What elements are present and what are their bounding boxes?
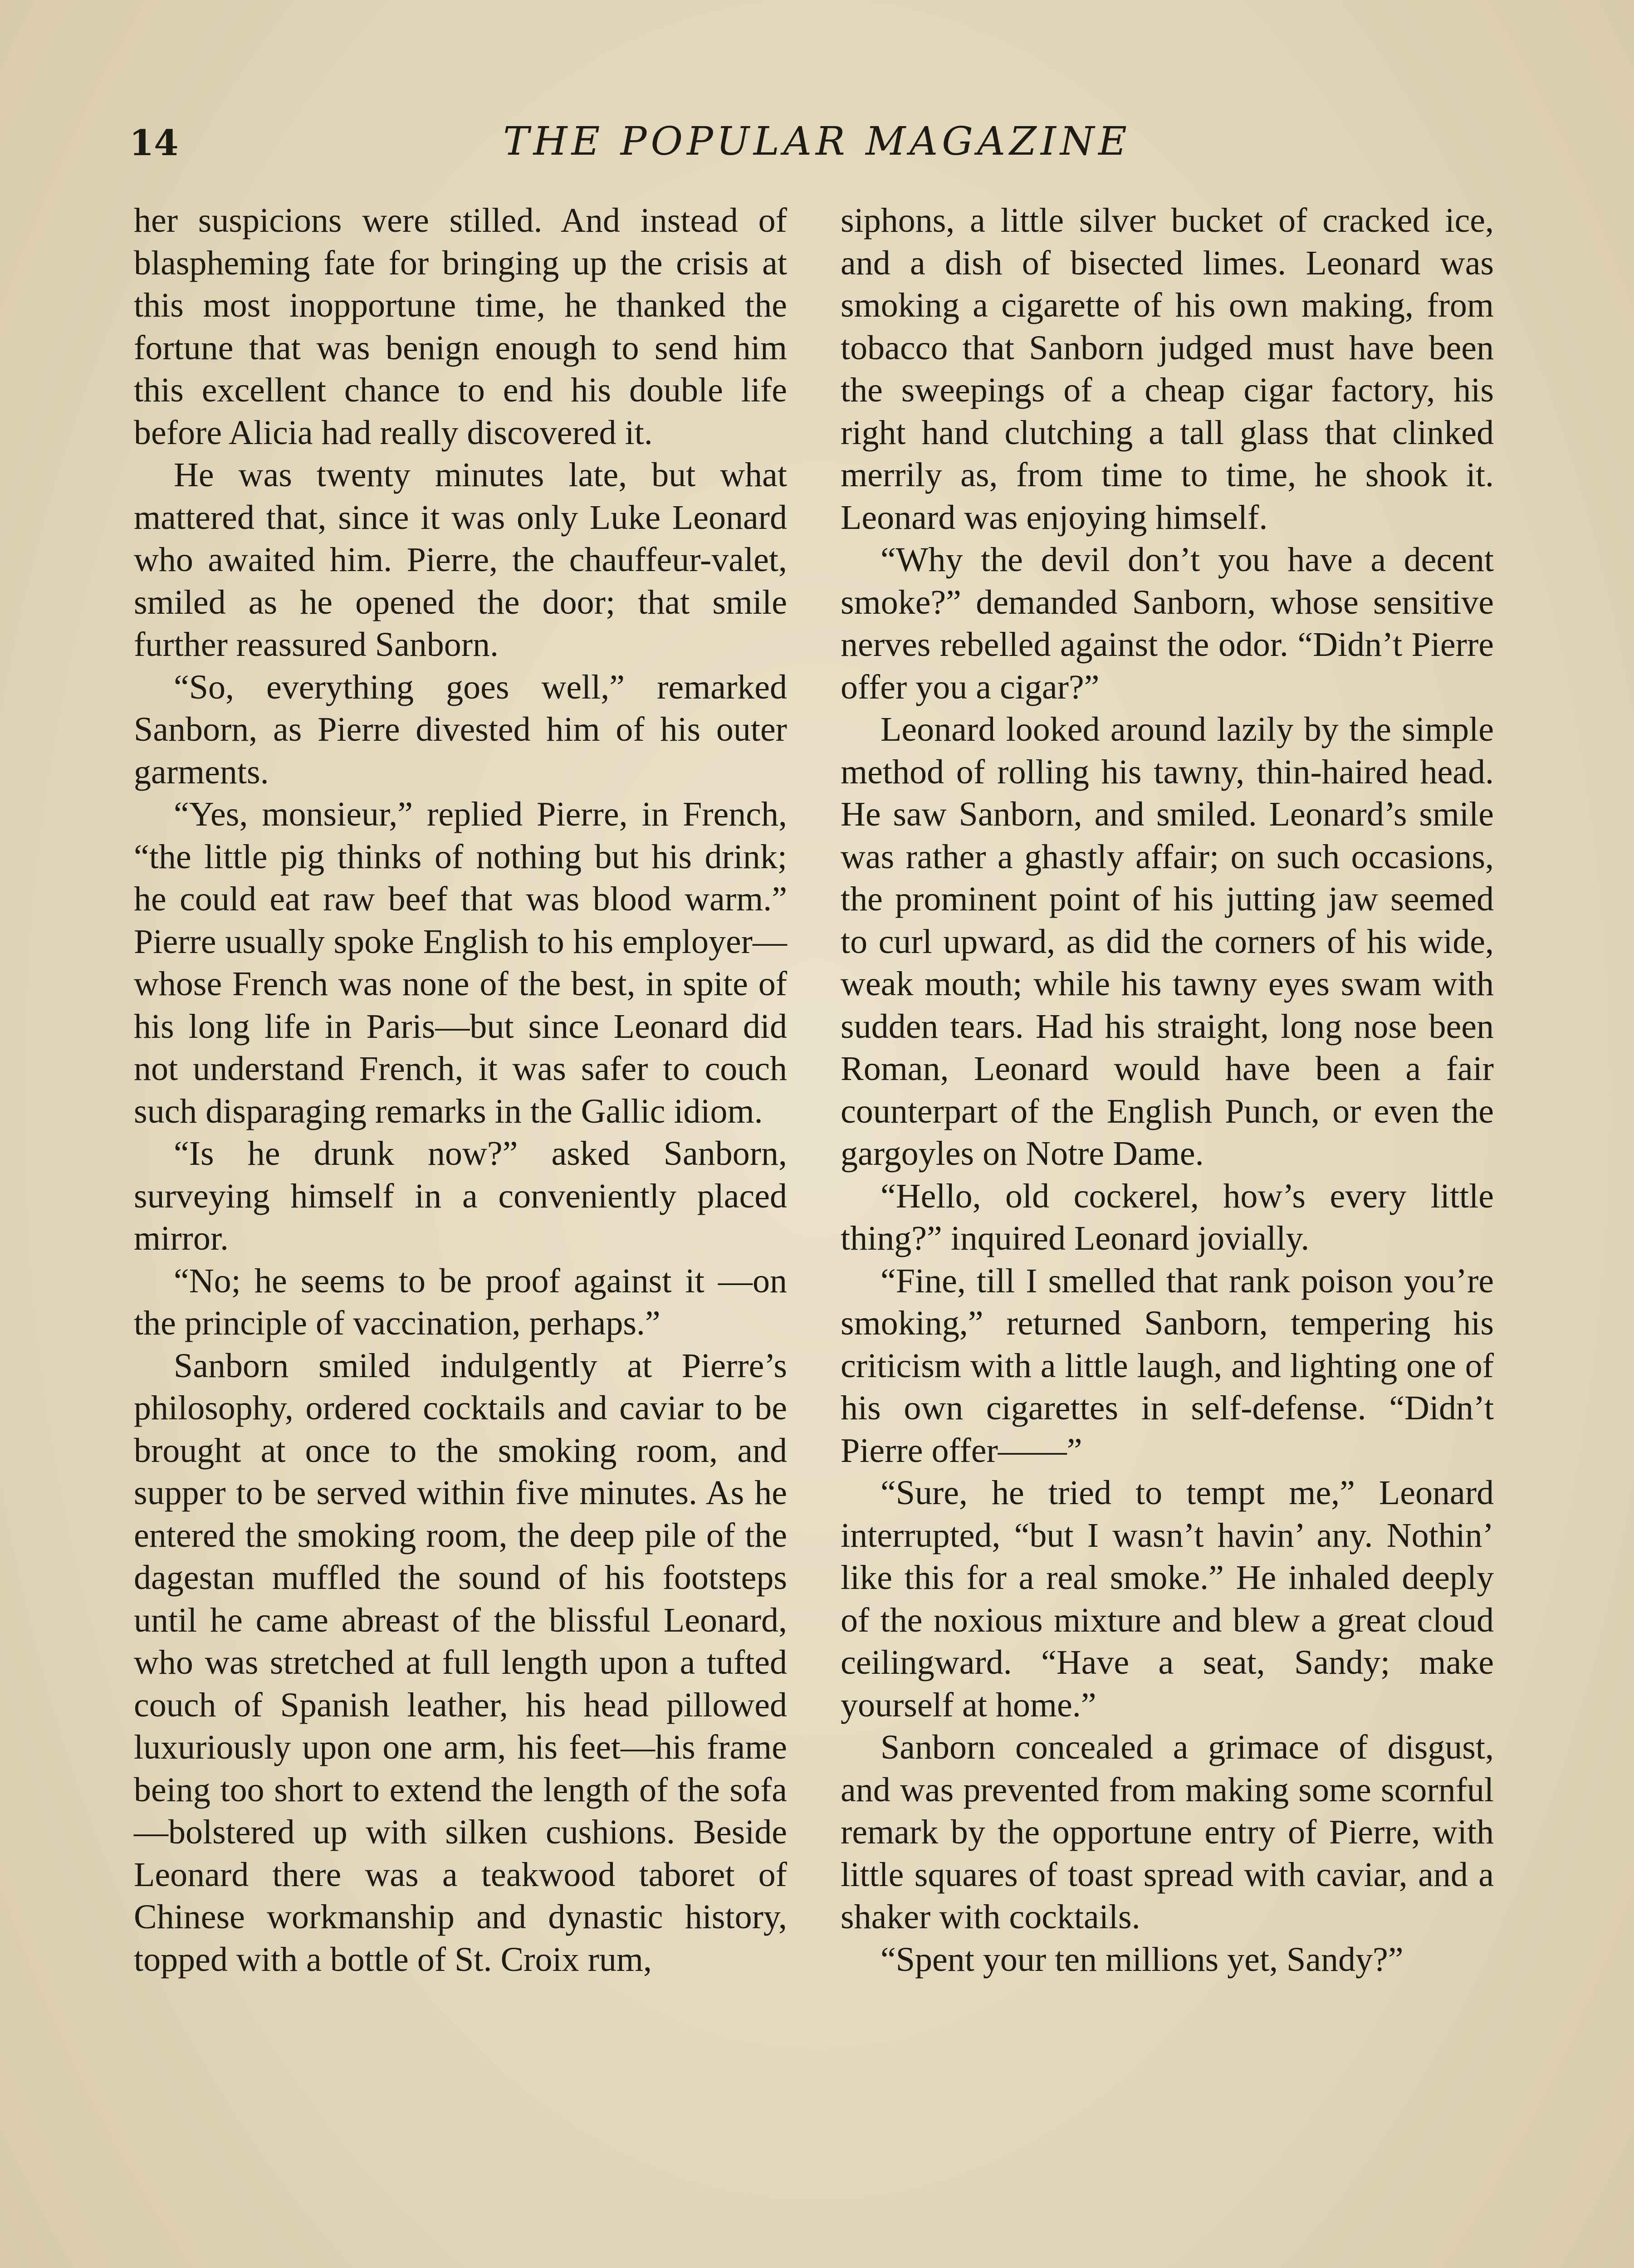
paragraph: “Why the devil don’t you have a decent smoke?” demanded Sanborn, whose sensitive nerves rebelled against the odor. “Didn’t Pierre offer you a cigar?” <box>841 541 1494 706</box>
text-column-right <box>841 200 1494 1981</box>
paragraph: “Yes, monsieur,” replied Pierre, in French, “the little pig thinks of nothing but his drink; he could eat raw beef that was blood warm.” Pierre usually spoke English to his employer—whose French was none of the best, in spite of his long life in Paris—but since Leonard did not understand French, it was safer to couch such disparaging remarks in the Gallic idiom. <box>134 795 787 1130</box>
page-number: 14 <box>129 122 179 164</box>
paragraph: Sanborn smiled indulgently at Pierre’s philosophy, ordered cocktails and caviar to be brought at once to the smoking room, and supper to be served within five minutes. As he entered the smoking room, the deep pile of the dagestan muffled the sound of his footsteps until he came abreast of the blissful Leonard, who was stretched at full length upon a tufted couch of Spanish leather, his head pillowed luxuriously upon one arm, his feet—his frame being too short to extend the length of the sofa—bolstered up with silken cushions. Beside Leonard there was a teakwood taboret of Chinese workmanship and dynastic history, topped with a bottle of St. Croix rum, <box>134 1346 787 1979</box>
paragraph: “Is he drunk now?” asked Sanborn, surveying himself in a conveniently placed mirror. <box>134 1134 787 1257</box>
paragraph: “Fine, till I smelled that rank poison you’re smoking,” returned Sanborn, tempering his criticism with a little laugh, and lighting one of his own cigarettes in self-defense. “Didn’t Pierre offer——” <box>841 1261 1494 1470</box>
paragraph: “Spent your ten millions yet, Sandy?” <box>881 1940 1404 1979</box>
paragraph: siphons, a little silver bucket of cracked ice, and a dish of bisected limes. Leonard was smoking a cigarette of his own making, from tobacco that Sanborn judged must have been the sweepings of a cheap cigar factory, his right hand clutching a tall glass that clinked merrily as, from time to time, he shook it. Leonard was enjoying himself. <box>841 201 1494 537</box>
paragraph: “Sure, he tried to tempt me,” Leonard interrupted, “but I wasn’t havin’ any. Nothin’ like this for a real smoke.” He inhaled deeply of the noxious mixture and blew a great cloud ceilingward. “Have a seat, Sandy; make yourself at home.” <box>841 1474 1494 1724</box>
paragraph: Leonard looked around lazily by the simple method of rolling his tawny, thin-haired head. He saw Sanborn, and smiled. Leonard’s smile was rather a ghastly affair; on such occasions, the prominent point of his jutting jaw seemed to curl upward, as did the corners of his wide, weak mouth; while his tawny eyes swam with sudden tears. Had his straight, long nose been Roman, Leonard would have been a fair counterpart of the English Punch, or even the gargoyles on Notre Dame. <box>841 710 1494 1173</box>
running-head: THE POPULAR MAGAZINE <box>503 119 1131 164</box>
text-column-left <box>134 200 787 1981</box>
paragraph: her suspicions were stilled. And instead of blaspheming fate for bringing up the crisis at this most inopportune time, he thanked the fortune that was benign enough to send him this excellent chance to end his double life before Alicia had really discovered it. <box>134 201 787 452</box>
paragraph: He was twenty minutes late, but what mattered that, since it was only Luke Leonard who awaited him. Pierre, the chauffeur-valet, smiled as he opened the door; that smile further reassured Sanborn. <box>134 456 787 664</box>
paragraph: “So, everything goes well,” remarked Sanborn, as Pierre divested him of his outer garments. <box>134 668 787 791</box>
paragraph: “Hello, old cockerel, how’s every little thing?” inquired Leonard jovially. <box>841 1177 1494 1257</box>
paragraph: “No; he seems to be proof against it —on the principle of vaccination, perhaps.” <box>134 1261 787 1342</box>
paragraph: Sanborn concealed a grimace of disgust, and was prevented from making some scornful remark by the opportune entry of Pierre, with little squares of toast spread with caviar, and a shaker with cocktails. <box>841 1728 1494 1936</box>
